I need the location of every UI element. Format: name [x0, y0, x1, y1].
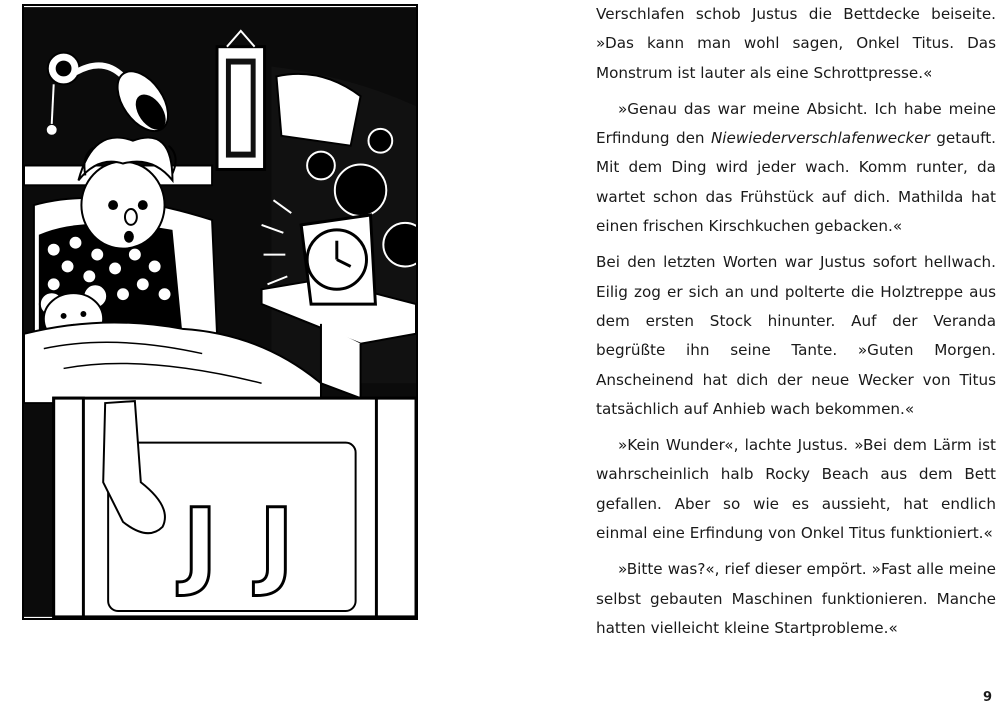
paragraph-5: »Bitte was?«, rief dieser empört. »Fast alle meine selbst gebauten Maschinen funktionieren. Manche hatten vielleicht kleine Startprobleme.« [596, 560, 996, 637]
bed-initial-1: J [182, 489, 218, 600]
italic-wecker-name: Niewiederverschlafenwecker [710, 129, 930, 148]
paragraph-2: »Genau das war meine Absicht. Ich habe meine Erfindung den Niewiederverschlafenwecker getauft. Mit dem Ding wird jeder wach. Komm runter, da wartet schon das Frühstück auf dich. Mathilda hat einen frischen Kirschkuchen gebacken.« [596, 99, 996, 236]
story-illustration [22, 4, 418, 620]
bed-initial-2: J [258, 489, 295, 600]
page-number: 9 [982, 690, 992, 705]
wall-picture [217, 31, 265, 170]
paragraph-4: »Kein Wunder«, lachte Justus. »Bei dem Lärm ist wahrscheinlich halb Rocky Beach aus dem Bett gefallen. Aber so wie es aussieht, hat endlich einmal eine Erfindung von Onkel Titus funktioniert.« [596, 436, 996, 543]
bedroom-scene [24, 6, 416, 618]
body-text [596, 0, 996, 643]
paragraph-3: Bei den letzten Worten war Justus sofort hellwach. Eilig zog er sich an und polterte die Holztreppe aus dem ersten Stock hinunter. Auf der Veranda begrüßte ihn seine Tante. »Guten Morgen. Anscheinend hat dich der neue Wecker von Titus tatsächlich auf Anhieb wach bekommen.« [596, 253, 996, 418]
paragraph-1: Verschlafen schob Justus die Bettdecke beiseite. »Das kann man wohl sagen, Onkel Titus. Das Monstrum ist lauter als eine Schrottpresse.« [596, 5, 996, 82]
